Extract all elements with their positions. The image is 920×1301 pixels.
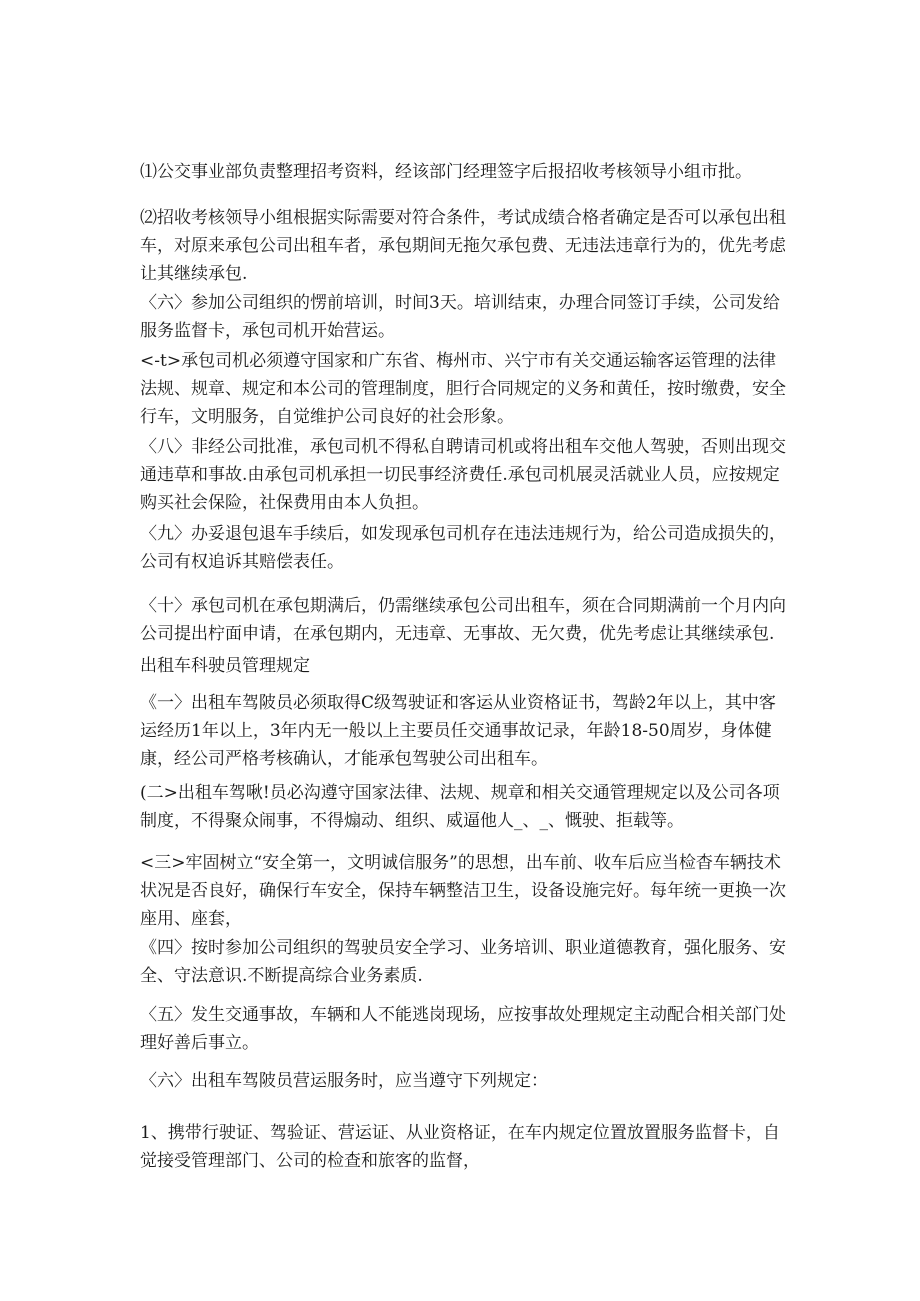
paragraph-10: <三>牢固树立“安全第一，文明诚信服务”的思想，出车前、收车后应当检杳车辆技术状况是否良好，确保行车安全，保持车辆整洁卫生，设备设施完好。每年统一更换一次座用、座套，	[140, 853, 786, 929]
paragraph-8: 《一〉出租车驾陂员必须取得C级驾驶证和客运从业资格证书，驾龄2年以上，其中客运经历1年以上，3年内无一般以上主要员任交通事故记录，年龄18-50周岁，身体健康，经公司严格考核确认，才能承包驾驶公司出租车。	[140, 693, 776, 769]
paragraph-13: 〈六〉出租车驾陂员营运服务时，应当遵守下列规定：	[140, 1071, 548, 1091]
paragraph-1: ⑴公交事业部负责整理招考资料，经该部门经理签字后报招收考核领导小组市批。	[140, 162, 752, 182]
paragraph-11: 《四〉按时参加公司组织的驾驶员安全学习、业务培训、职业道德教育，强化服务、安全、守法意识.不断提高综合业务素质.	[140, 938, 786, 986]
paragraph-9: (二>出租车驾啾!员必沟遵守国家法律、法规、规章和相关交通管理规定以及公司各项制度，不得聚众闹事，不得煽动、组织、威逼他人_、_、慨驶、拒载等。	[140, 783, 780, 831]
section-heading: 出租车科驶员管理规定	[140, 656, 310, 676]
paragraph-7: 〈十〉承包司机在承包期满后，仍需继续承包公司出租车，须在合同期满前一个月内向公司提出柠面申请，在承包期内，无违章、无事故、无欠费，优先考虑让其继续承包.	[140, 596, 786, 644]
paragraph-2: ⑵招收考核领导小组根据实际需要对符合条件，考试成绩合格者确定是否可以承包出租车，对原来承包公司出租车者，承包期间无拖欠承包费、无违法违章行为的，优先考虑让其继续承包.	[140, 208, 786, 284]
paragraph-5: 〈八〉非经公司批准，承包司机不得私自聘请司机或将出租车交他人驾驶，否则出现交通违草和事故.由承包司机承担一切民事经济费任.承包司机展灵活就业人员，应按规定购买社会保险，社保费用由本人负担。	[140, 437, 786, 513]
paragraph-4: <-t>承包司机必须遵守国家和广东省、梅州市、兴宁市有关交通运输客运管理的法律法规、规章、规定和本公司的管理制度，胆行合同规定的义务和黄任，按时缴费，安全行车，文明服务，自觉维护公司良好的社会形象。	[140, 351, 786, 427]
paragraph-6: 〈九〉办妥退包退车手续后，如发现承包司机存在违法违规行为，给公司造成损失的，公司有权追诉其赔偿表任。	[140, 524, 786, 572]
paragraph-12: 〈五〉发生交通事故，车辆和人不能逃岗现场，应按事故处理规定主动配合相关部门处理好善后事立。	[140, 1005, 786, 1053]
paragraph-3: 〈六〉参加公司组织的愣前培训，时间3天。培训结束，办理合同签订手续，公司发给服务监督卡，承包司机开始营运。	[140, 293, 780, 341]
paragraph-14: 1、携带行驶证、驾验证、营运证、从业资格证，在车内规定位置放置服务监督卡，自觉接受管理部门、公司的检查和旅客的监督，	[140, 1123, 780, 1171]
